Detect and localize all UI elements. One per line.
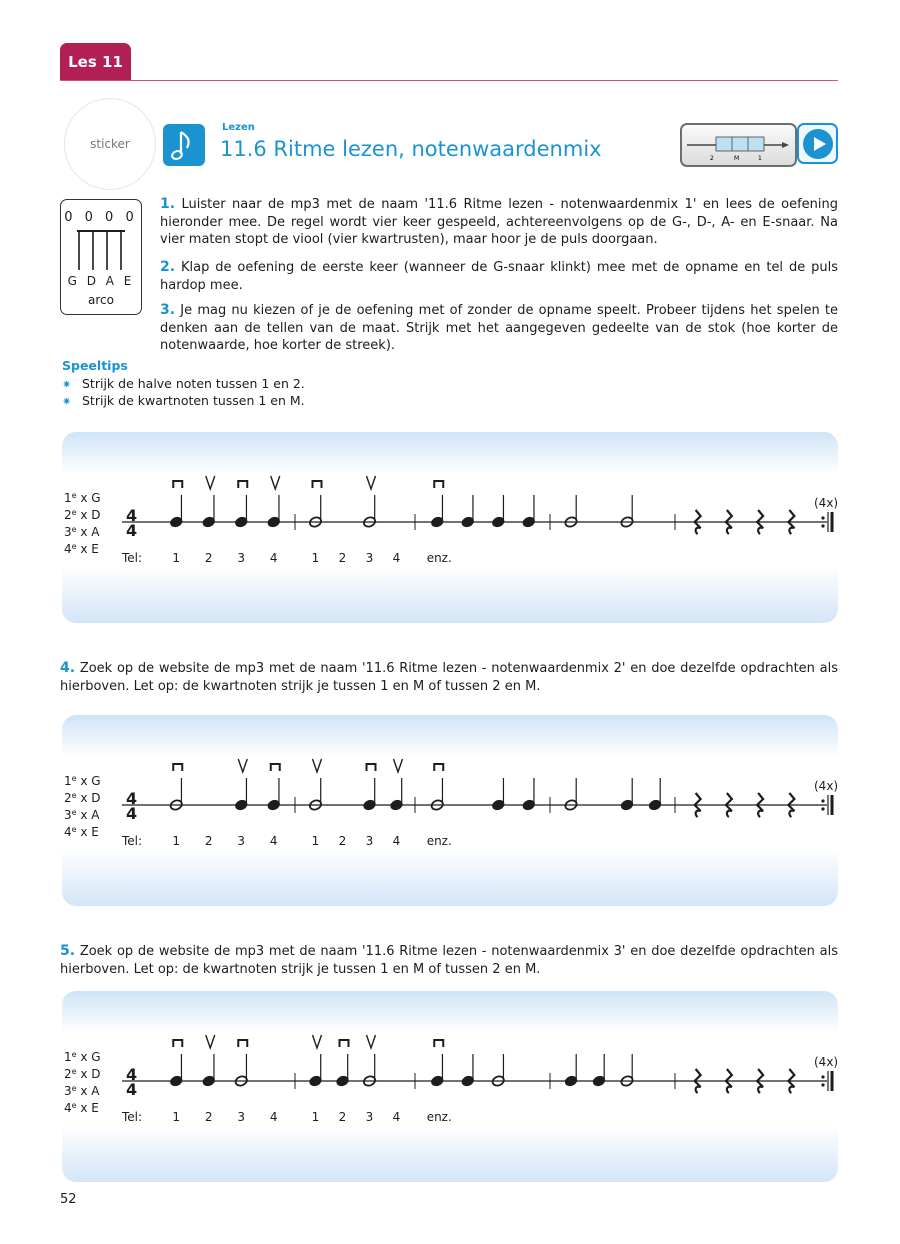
instruction-5 <box>60 943 838 978</box>
instruction-number: 1. <box>160 196 176 212</box>
up-bow-mark <box>271 476 280 489</box>
section-category: Lezen <box>222 122 255 133</box>
repeat-dot <box>821 516 824 519</box>
count-number: 1 <box>311 551 320 565</box>
up-bow-mark <box>206 1035 215 1048</box>
count-number: enz. <box>426 1110 452 1124</box>
instruction-text: Je mag nu kiezen of je de oefening met of zonder de opname speelt. Probeer tijdens het spelen te denken aan de tellen van de maat. Strijk met het aangegeven gedeelte van de stok (hoe korter de notenwaarde, hoe korter de streek). <box>160 303 838 353</box>
count-label: Tel: <box>122 834 143 848</box>
rhythm-exercise-3 <box>62 991 838 1182</box>
count-number: 3 <box>237 1110 246 1124</box>
time-signature-bottom: 4 <box>126 1080 138 1099</box>
count-number: 4 <box>392 551 401 565</box>
repeat-count: (4x) <box>814 779 838 793</box>
speeltip-text: Strijk de halve noten tussen 1 en 2. <box>82 376 305 391</box>
play-icon <box>801 127 835 161</box>
down-bow-mark <box>173 764 182 771</box>
count-number: 4 <box>269 834 278 848</box>
player-mark: 2 <box>710 155 714 162</box>
time-signature-bottom: 4 <box>126 804 138 823</box>
string-names: G D A E <box>67 274 135 288</box>
count-label: Tel: <box>122 1110 143 1124</box>
repeat-count: (4x) <box>814 496 838 510</box>
string-label: 2e x D <box>64 1067 101 1081</box>
count-number: 2 <box>204 551 213 565</box>
string-label: 1e x G <box>64 491 101 505</box>
instruction-text: Luister naar de mp3 met de naam '11.6 Ritme lezen - notenwaardenmix 1' en lees de oefening hieronder mee. De regel wordt vier keer gespeeld, achtereenvolgens op de G-, D-, A- en E-snaar. Na vier maten stopt de viool (vier kwartrusten), maar hoor je de puls doorgaan. <box>160 197 838 247</box>
count-number: 2 <box>204 1110 213 1124</box>
down-bow-mark <box>313 481 322 488</box>
down-bow-mark <box>434 481 443 488</box>
rhythm-exercise-1 <box>62 432 838 623</box>
down-bow-mark <box>173 1040 182 1047</box>
reading-note-icon <box>163 124 205 166</box>
count-number: 3 <box>237 834 246 848</box>
up-bow-mark <box>367 476 376 489</box>
instruction-number: 5. <box>60 943 76 959</box>
count-number: enz. <box>426 551 452 565</box>
bowing-label: arco <box>88 293 114 307</box>
instruction-4 <box>60 660 838 695</box>
up-bow-mark <box>313 1035 322 1048</box>
up-bow-mark <box>394 759 403 772</box>
count-number: enz. <box>426 834 452 848</box>
string-label: 3e x A <box>64 808 100 822</box>
up-bow-mark <box>238 759 247 772</box>
count-number: 4 <box>392 1110 401 1124</box>
instruction-1 <box>160 196 838 249</box>
string-label: 4e x E <box>64 542 99 556</box>
count-number: 2 <box>338 1110 347 1124</box>
down-bow-mark <box>238 1040 247 1047</box>
down-bow-mark <box>173 481 182 488</box>
count-number: 1 <box>172 1110 181 1124</box>
fingering-diagram <box>60 199 142 315</box>
rhythm-exercise-2 <box>62 715 838 906</box>
play-button[interactable] <box>797 123 838 164</box>
string-label: 1e x G <box>64 1050 101 1064</box>
count-number: 1 <box>172 551 181 565</box>
time-signature-top: 4 <box>126 789 138 808</box>
count-number: 3 <box>365 834 374 848</box>
rhythm-staff-3 <box>62 991 838 1182</box>
down-bow-mark <box>238 481 247 488</box>
time-signature-top: 4 <box>126 506 138 525</box>
time-signature-top: 4 <box>126 1065 138 1084</box>
count-number: 3 <box>237 551 246 565</box>
string-label: 4e x E <box>64 825 99 839</box>
repeat-dot <box>821 799 824 802</box>
sticker-label: sticker <box>90 137 130 151</box>
rhythm-staff-2 <box>62 715 838 906</box>
count-number: 3 <box>365 551 374 565</box>
repeat-dot <box>821 1075 824 1078</box>
star-bullet-icon: ✷ <box>62 395 72 408</box>
instruction-text: Zoek op de website de mp3 met de naam '11.6 Ritme lezen - notenwaardenmix 3' en doe dezelfde opdrachten als hierboven. Let op: de kwartnoten strijk je tussen 1 en M of tussen 2 en M. <box>60 944 838 977</box>
instruction-number: 4. <box>60 660 76 676</box>
string-label: 3e x A <box>64 1084 100 1098</box>
header-divider <box>60 80 838 81</box>
rhythm-staff-1 <box>62 432 838 623</box>
lesson-badge: Les 11 <box>60 43 131 80</box>
down-bow-mark <box>367 764 376 771</box>
instruction-number: 3. <box>160 302 176 318</box>
string-label: 4e x E <box>64 1101 99 1115</box>
string-label: 3e x A <box>64 525 100 539</box>
down-bow-mark <box>434 764 443 771</box>
count-number: 2 <box>204 834 213 848</box>
string-label: 2e x D <box>64 791 101 805</box>
instruction-text: Klap de oefening de eerste keer (wanneer de G-snaar klinkt) mee met de opname en tel de puls hardop mee. <box>160 260 838 293</box>
up-bow-mark <box>206 476 215 489</box>
count-number: 4 <box>269 1110 278 1124</box>
count-number: 1 <box>311 834 320 848</box>
down-bow-mark <box>434 1040 443 1047</box>
count-number: 2 <box>338 834 347 848</box>
up-bow-mark <box>313 759 322 772</box>
string-label: 2e x D <box>64 508 101 522</box>
player-mark: 1 <box>758 155 762 162</box>
down-bow-mark <box>271 764 280 771</box>
count-number: 4 <box>392 834 401 848</box>
star-bullet-icon: ✷ <box>62 378 72 391</box>
down-bow-mark <box>340 1040 349 1047</box>
page-number: 52 <box>60 1192 77 1207</box>
instruction-3 <box>160 302 838 355</box>
string-label: 1e x G <box>64 774 101 788</box>
speeltips-heading: Speeltips <box>62 358 128 373</box>
repeat-dot <box>821 524 824 527</box>
count-number: 3 <box>365 1110 374 1124</box>
instruction-text: Zoek op de website de mp3 met de naam '11.6 Ritme lezen - notenwaardenmix 2' en doe dezelfde opdrachten als hierboven. Let op: de kwartnoten strijk je tussen 1 en M of tussen 2 en M. <box>60 661 838 694</box>
count-number: 4 <box>269 551 278 565</box>
speeltip-item <box>62 393 305 408</box>
instruction-number: 2. <box>160 259 176 275</box>
speeltip-item <box>62 376 305 391</box>
count-label: Tel: <box>122 551 143 565</box>
up-bow-mark <box>367 1035 376 1048</box>
count-number: 1 <box>311 1110 320 1124</box>
repeat-dot <box>821 807 824 810</box>
repeat-dot <box>821 1083 824 1086</box>
instruction-2 <box>160 259 838 294</box>
finger-numbers: 0 0 0 0 <box>64 210 138 225</box>
sticker-placeholder <box>64 98 156 190</box>
count-number: 1 <box>172 834 181 848</box>
page-title: 11.6 Ritme lezen, notenwaardenmix <box>220 137 602 161</box>
time-signature-bottom: 4 <box>126 521 138 540</box>
audio-progress-bar[interactable] <box>680 123 797 167</box>
count-number: 2 <box>338 551 347 565</box>
player-mark: M <box>734 155 740 162</box>
repeat-count: (4x) <box>814 1055 838 1069</box>
speeltip-text: Strijk de kwartnoten tussen 1 en M. <box>82 393 305 408</box>
